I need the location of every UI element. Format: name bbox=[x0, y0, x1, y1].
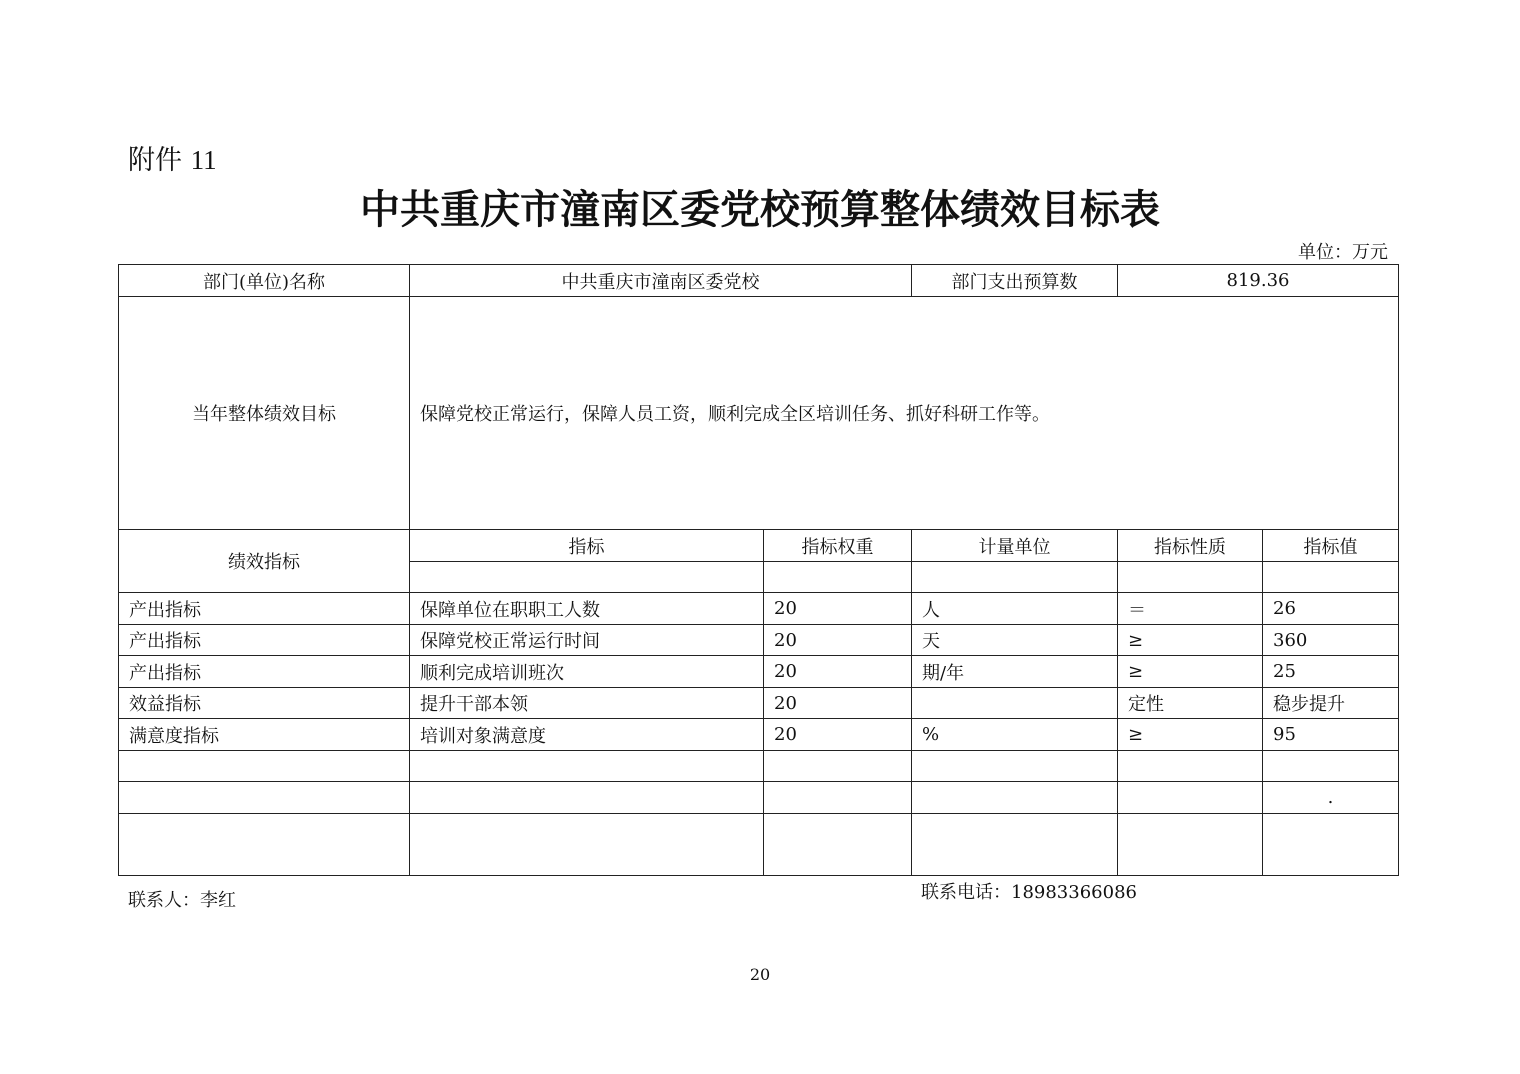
dept-name: 中共重庆市潼南区委党校 bbox=[410, 265, 912, 297]
indicator-name: 保障党校正常运行时间 bbox=[410, 625, 764, 656]
blank-cell bbox=[410, 814, 764, 876]
dept-row bbox=[119, 265, 1399, 297]
indicator-value: 稳步提升 bbox=[1263, 688, 1399, 719]
indicator-value: 95 bbox=[1263, 719, 1399, 751]
indicator-type: 满意度指标 bbox=[119, 719, 410, 751]
col-header-unit: 计量单位 bbox=[912, 530, 1118, 562]
page-number: 20 bbox=[749, 965, 771, 984]
table-row bbox=[119, 656, 1399, 688]
contact-phone: 联系电话：18983366086 bbox=[921, 882, 1137, 903]
indicator-nature: ≥ bbox=[1118, 625, 1263, 656]
indicator-unit bbox=[912, 688, 1118, 719]
indicator-nature: ＝ bbox=[1118, 593, 1263, 625]
col-header-indicator: 指标 bbox=[410, 530, 764, 562]
indicator-weight: 20 bbox=[764, 625, 912, 656]
annex-label-text: 附件 bbox=[128, 145, 182, 176]
blank-cell bbox=[410, 751, 764, 782]
indicator-value: 26 bbox=[1263, 593, 1399, 625]
blank-cell bbox=[764, 782, 912, 814]
indicator-section-label: 绩效指标 bbox=[119, 530, 410, 593]
empty-row bbox=[119, 751, 1399, 782]
goal-text: 保障党校正常运行，保障人员工资，顺利完成全区培训任务、抓好科研工作等。 bbox=[410, 297, 1399, 530]
blank-cell bbox=[1263, 562, 1399, 593]
unit-label: 单位：万元 bbox=[1298, 242, 1388, 263]
col-header-weight: 指标权重 bbox=[764, 530, 912, 562]
blank-cell bbox=[1118, 814, 1263, 876]
blank-cell bbox=[1118, 751, 1263, 782]
indicator-type: 产出指标 bbox=[119, 625, 410, 656]
annex-number: 11 bbox=[190, 145, 217, 175]
blank-cell bbox=[1263, 751, 1399, 782]
indicator-unit: 期/年 bbox=[912, 656, 1118, 688]
col-header-value: 指标值 bbox=[1263, 530, 1399, 562]
blank-cell bbox=[1118, 562, 1263, 593]
blank-cell bbox=[1118, 782, 1263, 814]
blank-cell bbox=[119, 814, 410, 876]
indicator-name: 顺利完成培训班次 bbox=[410, 656, 764, 688]
budget-value: 819.36 bbox=[1118, 265, 1399, 297]
indicator-name: 保障单位在职职工人数 bbox=[410, 593, 764, 625]
blank-cell bbox=[764, 751, 912, 782]
indicator-unit: 天 bbox=[912, 625, 1118, 656]
blank-cell bbox=[764, 562, 912, 593]
dept-label: 部门(单位)名称 bbox=[119, 265, 410, 297]
table-row bbox=[119, 625, 1399, 656]
indicator-nature: ≥ bbox=[1118, 719, 1263, 751]
contact-person: 联系人：李红 bbox=[128, 890, 236, 911]
stray-mark: . bbox=[1263, 782, 1399, 814]
page-title: 中共重庆市潼南区委党校预算整体绩效目标表 bbox=[360, 186, 1160, 233]
indicator-type: 产出指标 bbox=[119, 656, 410, 688]
indicator-type: 产出指标 bbox=[119, 593, 410, 625]
indicator-name: 提升干部本领 bbox=[410, 688, 764, 719]
blank-cell bbox=[912, 814, 1118, 876]
blank-cell bbox=[410, 782, 764, 814]
indicator-unit: 人 bbox=[912, 593, 1118, 625]
col-header-nature: 指标性质 bbox=[1118, 530, 1263, 562]
indicator-type: 效益指标 bbox=[119, 688, 410, 719]
indicator-nature: ≥ bbox=[1118, 656, 1263, 688]
empty-row bbox=[119, 782, 1399, 814]
table-row bbox=[119, 719, 1399, 751]
blank-cell bbox=[912, 782, 1118, 814]
blank-cell bbox=[119, 751, 410, 782]
table-row bbox=[119, 593, 1399, 625]
indicator-unit: % bbox=[912, 719, 1118, 751]
indicator-weight: 20 bbox=[764, 719, 912, 751]
table-row bbox=[119, 688, 1399, 719]
indicator-nature: 定性 bbox=[1118, 688, 1263, 719]
goal-label: 当年整体绩效目标 bbox=[119, 297, 410, 530]
indicator-weight: 20 bbox=[764, 656, 912, 688]
budget-label: 部门支出预算数 bbox=[912, 265, 1118, 297]
empty-row bbox=[119, 814, 1399, 876]
indicator-value: 360 bbox=[1263, 625, 1399, 656]
blank-cell bbox=[119, 782, 410, 814]
annex-label bbox=[128, 138, 217, 177]
indicator-header-row bbox=[119, 530, 1399, 562]
blank-cell bbox=[1263, 814, 1399, 876]
indicator-value: 25 bbox=[1263, 656, 1399, 688]
indicator-name: 培训对象满意度 bbox=[410, 719, 764, 751]
blank-cell bbox=[912, 562, 1118, 593]
indicator-weight: 20 bbox=[764, 688, 912, 719]
blank-cell bbox=[410, 562, 764, 593]
indicator-weight: 20 bbox=[764, 593, 912, 625]
goal-row bbox=[119, 297, 1399, 530]
blank-cell bbox=[912, 751, 1118, 782]
performance-table bbox=[118, 264, 1399, 876]
blank-cell bbox=[764, 814, 912, 876]
